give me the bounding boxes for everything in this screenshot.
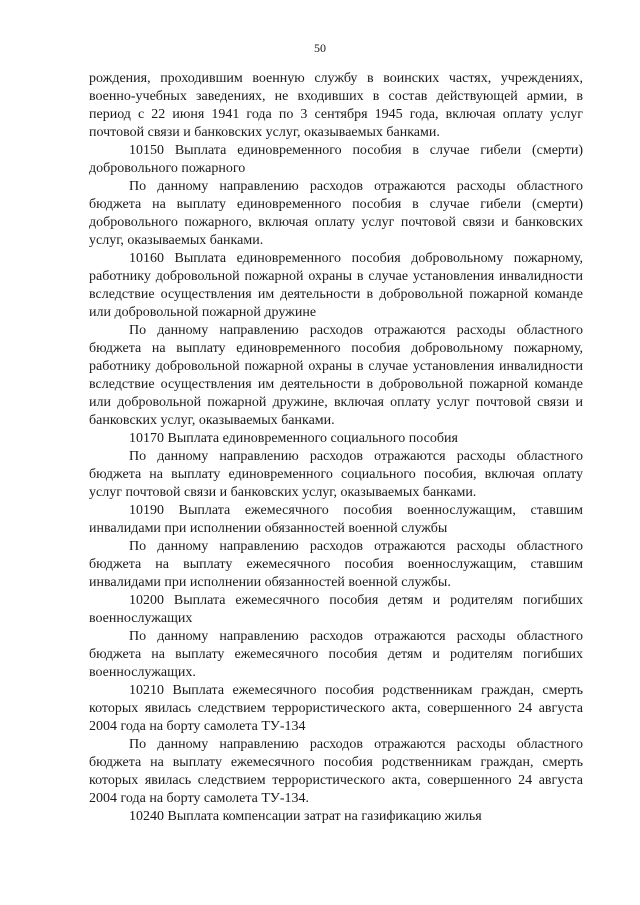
document-body bbox=[89, 70, 583, 826]
heading-10150: 10150 Выплата единовременного пособия в случае гибели (смерти) добровольного пожарного bbox=[89, 143, 583, 176]
paragraph-10170-description: По данному направлению расходов отражаются расходы областного бюджета на выплату единовременного социального пособия, включая оплату услуг почтовой связи и банковских услуг, оказываемых банками. bbox=[89, 449, 583, 500]
paragraph-10160-description: По данному направлению расходов отражаются расходы областного бюджета на выплату единовременного пособия добровольному пожарному, работнику добровольной пожарной охраны в случае установления инвалидности вследствие осуществления им деятельности в добровольной пожарной команде или добровольной пожарной дружине, включая оплату услуг почтовой связи и банковских услуг, оказываемых банками. bbox=[89, 323, 583, 428]
heading-10190: 10190 Выплата ежемесячного пособия военнослужащим, ставшим инвалидами при исполнении обязанностей военной службы bbox=[89, 503, 583, 536]
heading-10160: 10160 Выплата единовременного пособия добровольному пожарному, работнику добровольной пожарной охраны в случае установления инвалидности вследствие осуществления им деятельности в добровольной пожарной команде или добровольной пожарной дружине bbox=[89, 251, 583, 320]
page-number: 50 bbox=[314, 41, 326, 55]
paragraph-10150-description: По данному направлению расходов отражаются расходы областного бюджета на выплату единовременного пособия в случае гибели (смерти) добровольного пожарного, включая оплату услуг почтовой связи и банковских услуг, оказываемых банками. bbox=[89, 179, 583, 248]
paragraph-10210-description: По данному направлению расходов отражаются расходы областного бюджета на выплату ежемесячного пособия родственникам граждан, смерть которых явилась следствием террористического акта, совершенного 24 августа 2004 года на борту самолета ТУ-134. bbox=[89, 737, 583, 806]
paragraph-10200-description: По данному направлению расходов отражаются расходы областного бюджета на выплату ежемесячного пособия детям и родителям погибших военнослужащих. bbox=[89, 629, 583, 680]
heading-10240: 10240 Выплата компенсации затрат на газификацию жилья bbox=[129, 809, 482, 824]
paragraph-continuation: рождения, проходившим военную службу в воинских частях, учреждениях, военно-учебных заведениях, не входивших в состав действующей армии, в период с 22 июня 1941 года по 3 сентября 1945 года, включая оплату услуг почтовой связи и банковских услуг, оказываемых банками. bbox=[89, 71, 583, 140]
paragraph-10190-description: По данному направлению расходов отражаются расходы областного бюджета на выплату ежемесячного пособия военнослужащим, ставшим инвалидами при исполнении обязанностей военной службы. bbox=[89, 539, 583, 590]
heading-10170: 10170 Выплата единовременного социального пособия bbox=[129, 431, 458, 446]
heading-10210: 10210 Выплата ежемесячного пособия родственникам граждан, смерть которых явилась следствием террористического акта, совершенного 24 августа 2004 года на борту самолета ТУ-134 bbox=[89, 683, 583, 734]
heading-10200: 10200 Выплата ежемесячного пособия детям и родителям погибших военнослужащих bbox=[89, 593, 583, 626]
